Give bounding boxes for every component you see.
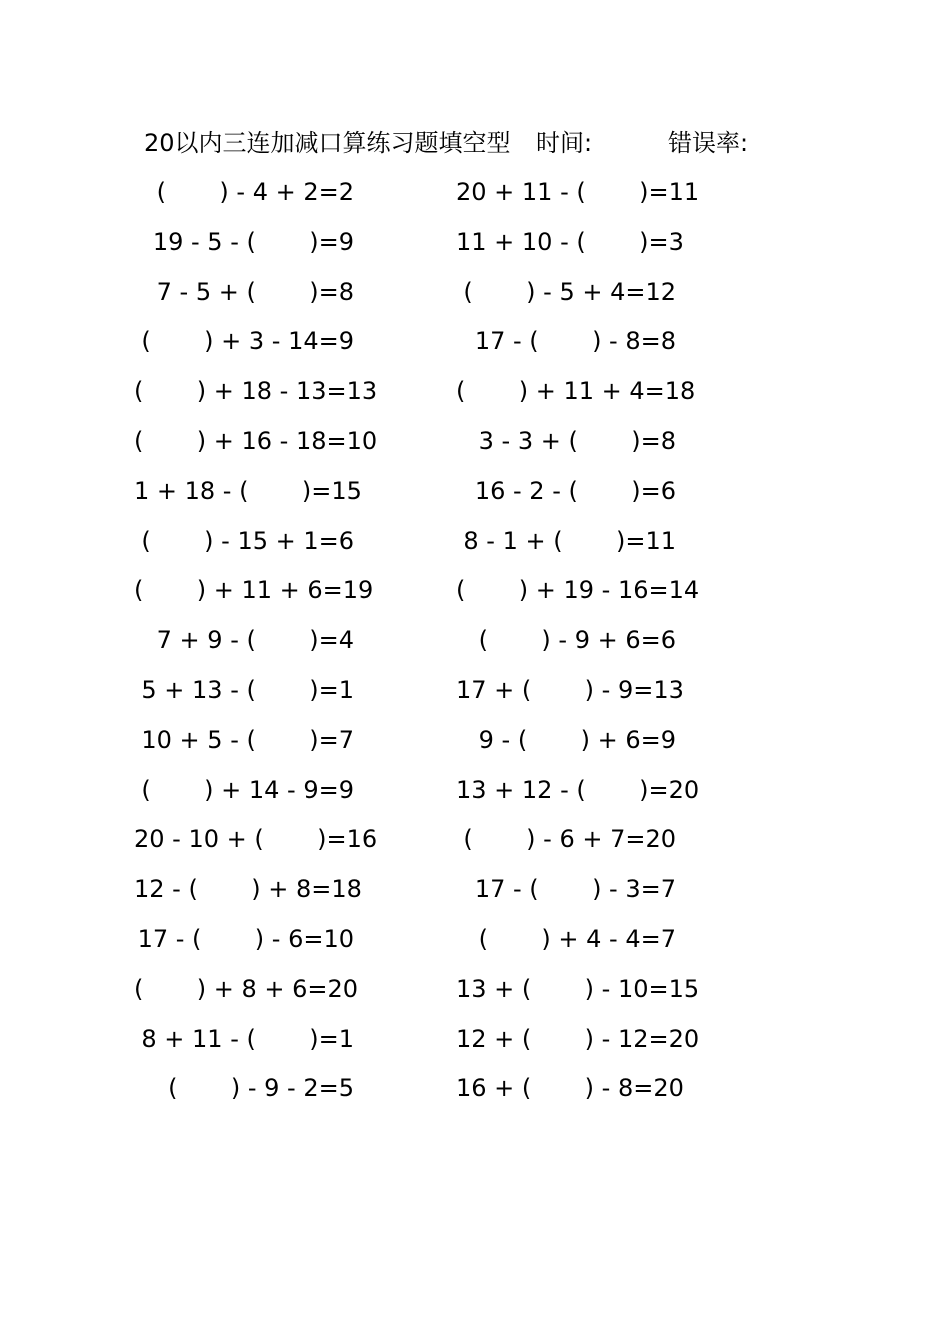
error-rate-label: 错误率: xyxy=(668,129,749,157)
problem-right: ( ) - 9 + 6=6 xyxy=(478,626,676,655)
worksheet-title: 20以内三连加减口算练习题填空型 xyxy=(144,129,511,157)
worksheet-header xyxy=(144,125,784,161)
problem-left: ( ) + 11 + 6=19 xyxy=(134,576,374,605)
problem-right: 12 + ( ) - 12=20 xyxy=(456,1024,700,1053)
problem-left: 17 - ( ) - 6=10 xyxy=(137,924,354,953)
problem-row xyxy=(144,172,704,222)
problem-left: 1 + 18 - ( )=15 xyxy=(134,476,362,505)
problem-row xyxy=(141,670,704,720)
problem-left: ( ) + 3 - 14=9 xyxy=(141,327,354,356)
problem-row xyxy=(134,371,704,421)
problem-left: 12 - ( ) + 8=18 xyxy=(134,875,362,904)
problem-row xyxy=(141,521,704,571)
problem-row xyxy=(134,869,704,919)
problem-right: 11 + 10 - ( )=3 xyxy=(456,227,684,256)
problem-left: 20 - 10 + ( )=16 xyxy=(134,825,378,854)
problem-left: ( ) + 16 - 18=10 xyxy=(134,426,378,455)
problem-left: 5 + 13 - ( )=1 xyxy=(141,675,354,704)
problem-left: 10 + 5 - ( )=7 xyxy=(141,725,354,754)
problem-row xyxy=(134,969,704,1019)
problem-row xyxy=(144,1068,704,1118)
problem-right: 8 - 1 + ( )=11 xyxy=(463,526,676,555)
problem-row xyxy=(137,919,704,969)
problem-left: ( ) - 15 + 1=6 xyxy=(141,526,354,555)
problem-row xyxy=(141,720,704,770)
problem-row xyxy=(144,272,704,322)
problem-row xyxy=(144,620,704,670)
problem-row xyxy=(134,421,704,471)
problem-left: 8 + 11 - ( )=1 xyxy=(141,1024,354,1053)
problem-right: ( ) + 19 - 16=14 xyxy=(456,576,700,605)
problem-right: ( ) + 11 + 4=18 xyxy=(456,377,696,406)
problem-left: ( ) + 18 - 13=13 xyxy=(134,377,378,406)
problem-left: 19 - 5 - ( )=9 xyxy=(152,227,354,256)
problem-left: ( ) + 8 + 6=20 xyxy=(134,974,359,1003)
problem-right: ( ) - 5 + 4=12 xyxy=(463,277,676,306)
problem-grid xyxy=(134,172,704,1118)
problem-right: 17 + ( ) - 9=13 xyxy=(456,675,684,704)
problem-left: 7 + 9 - ( )=4 xyxy=(156,626,354,655)
problem-right: 3 - 3 + ( )=8 xyxy=(478,426,676,455)
problem-right: 16 + ( ) - 8=20 xyxy=(456,1074,684,1103)
problem-row xyxy=(141,770,704,820)
problem-row xyxy=(134,819,704,869)
problem-right: 13 + 12 - ( )=20 xyxy=(456,775,700,804)
problem-left: ( ) + 14 - 9=9 xyxy=(141,775,354,804)
problem-row xyxy=(134,471,704,521)
problem-right: 16 - 2 - ( )=6 xyxy=(474,476,676,505)
problem-row xyxy=(134,570,704,620)
problem-left: ( ) - 4 + 2=2 xyxy=(156,178,354,206)
problem-right: ( ) - 6 + 7=20 xyxy=(463,825,676,854)
problem-row xyxy=(141,321,704,371)
problem-right: 17 - ( ) - 8=8 xyxy=(474,327,676,356)
problem-left: ( ) - 9 - 2=5 xyxy=(168,1074,354,1103)
problem-row xyxy=(141,1019,704,1069)
problem-right: 20 + 11 - ( )=11 xyxy=(456,178,700,206)
problem-right: 9 - ( ) + 6=9 xyxy=(478,725,676,754)
problem-left: 7 - 5 + ( )=8 xyxy=(156,277,354,306)
time-label: 时间: xyxy=(536,129,593,157)
problem-right: 13 + ( ) - 10=15 xyxy=(456,974,700,1003)
problem-right: ( ) + 4 - 4=7 xyxy=(478,924,676,953)
problem-row xyxy=(144,222,704,272)
problem-right: 17 - ( ) - 3=7 xyxy=(474,875,676,904)
